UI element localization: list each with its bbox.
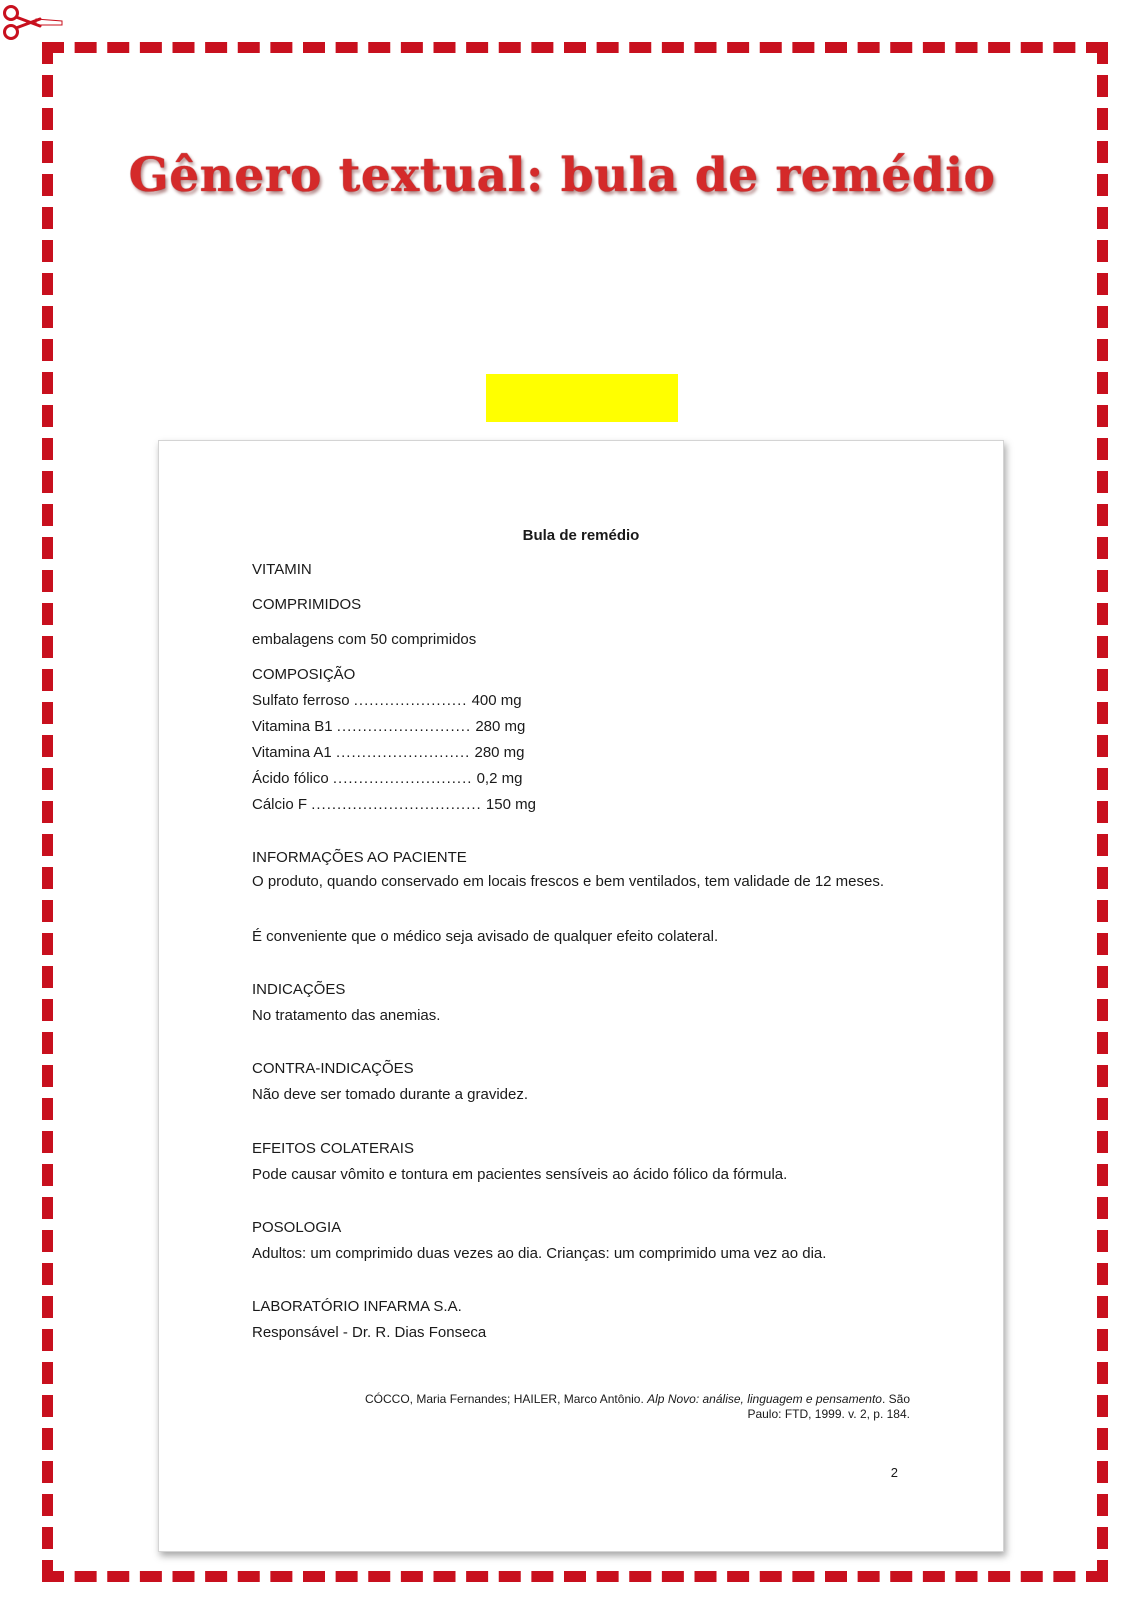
citation-authors: CÓCCO, Maria Fernandes; HAILER, Marco Antônio. bbox=[365, 1392, 644, 1406]
dosage-text: Adultos: um comprimido duas vezes ao dia. Crianças: um comprimido uma vez ao dia. bbox=[252, 1245, 827, 1262]
contraindications-heading: CONTRA-INDICAÇÕES bbox=[252, 1060, 414, 1077]
composition-row bbox=[252, 744, 525, 762]
leader-dots: ................................. bbox=[311, 796, 482, 813]
side-effects-text: Pode causar vômito e tontura em pacientes sensíveis ao ácido fólico da fórmula. bbox=[252, 1166, 788, 1183]
ingredient-amount: 0,2 mg bbox=[476, 770, 523, 787]
patient-info-heading: INFORMAÇÕES AO PACIENTE bbox=[252, 849, 467, 866]
leader-dots: ...................... bbox=[353, 692, 468, 709]
ingredient-name: Vitamina A1 bbox=[252, 744, 332, 761]
patient-info-note: É conveniente que o médico seja avisado de qualquer efeito colateral. bbox=[252, 928, 719, 945]
ingredient-name: Sulfato ferroso bbox=[252, 692, 350, 709]
page-number: 2 bbox=[890, 1465, 898, 1480]
ingredient-name: Ácido fólico bbox=[252, 770, 329, 787]
ingredient-amount: 280 mg bbox=[474, 744, 525, 761]
leader-dots: .......................... bbox=[336, 718, 472, 735]
composition-heading: COMPOSIÇÃO bbox=[252, 666, 356, 683]
product-form: COMPRIMIDOS bbox=[252, 596, 362, 613]
document-page bbox=[158, 440, 1004, 1552]
ingredient-name: Vitamina B1 bbox=[252, 718, 333, 735]
page-title: Gênero textual: bula de remédio bbox=[128, 148, 996, 203]
laboratory-name: LABORATÓRIO INFARMA S.A. bbox=[252, 1298, 462, 1315]
indications-text: No tratamento das anemias. bbox=[252, 1007, 441, 1024]
source-citation bbox=[350, 1392, 910, 1422]
ingredient-name: Cálcio F bbox=[252, 796, 308, 813]
yellow-highlight-block bbox=[486, 374, 678, 422]
packaging-text: embalagens com 50 comprimidos bbox=[252, 631, 477, 648]
side-effects-heading: EFEITOS COLATERAIS bbox=[252, 1140, 414, 1157]
scissors-icon bbox=[0, 0, 64, 44]
contraindications-text: Não deve ser tomado durante a gravidez. bbox=[252, 1086, 528, 1103]
ingredient-amount: 150 mg bbox=[485, 796, 536, 813]
composition-row bbox=[252, 718, 525, 736]
product-name: VITAMIN bbox=[252, 561, 312, 578]
indications-heading: INDICAÇÕES bbox=[252, 981, 346, 998]
laboratory-responsible: Responsável - Dr. R. Dias Fonseca bbox=[252, 1324, 487, 1341]
ingredient-amount: 400 mg bbox=[471, 692, 522, 709]
composition-row bbox=[252, 692, 522, 710]
citation-publisher: . São Paulo: FTD, 1999. v. 2, p. 184. bbox=[747, 1392, 910, 1421]
document-heading: Bula de remédio bbox=[522, 527, 640, 544]
leader-dots: ........................... bbox=[332, 770, 473, 787]
citation-book-title: Alp Novo: análise, linguagem e pensamento bbox=[647, 1392, 882, 1406]
ingredient-amount: 280 mg bbox=[475, 718, 526, 735]
dosage-heading: POSOLOGIA bbox=[252, 1219, 342, 1236]
patient-info-text: O produto, quando conservado em locais frescos e bem ventilados, tem validade de 12 meses. bbox=[252, 873, 885, 890]
composition-row bbox=[252, 796, 536, 814]
composition-row bbox=[252, 770, 522, 788]
leader-dots: .......................... bbox=[335, 744, 471, 761]
